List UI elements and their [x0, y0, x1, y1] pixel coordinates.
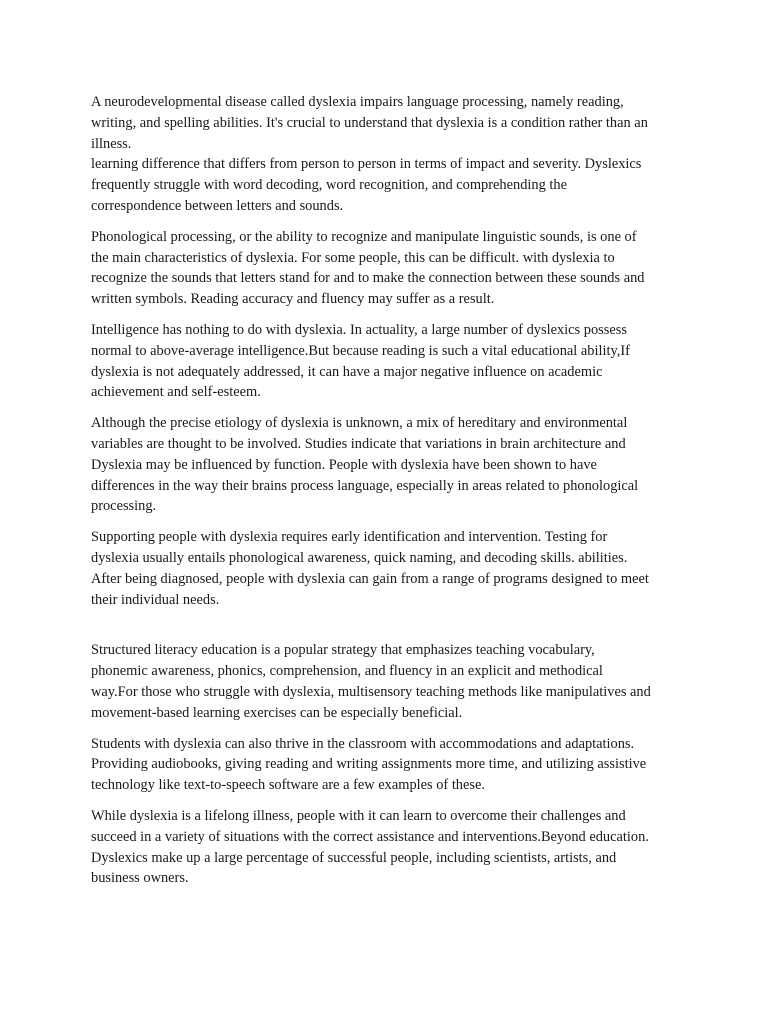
text-line: Dyslexia may be influenced by function. People with dyslexia have been shown to have	[91, 456, 597, 473]
text-line: Dyslexics make up a large percentage of successful people, including scientists, artists, and	[91, 849, 617, 866]
text-line: succeed in a variety of situations with the correct assistance and interventions.Beyond education.	[91, 828, 649, 845]
text-line: After being diagnosed, people with dyslexia can gain from a range of programs designed to meet	[91, 570, 649, 587]
text-line: learning difference that differs from person to person in terms of impact and severity. Dyslexics	[91, 156, 642, 173]
text-line: technology like text-to-speech software are a few examples of these.	[91, 777, 485, 794]
text-line: written symbols. Reading accuracy and fluency may suffer as a result.	[91, 291, 495, 308]
text-line: the main characteristics of dyslexia. For some people, this can be difficult. with dyslexia to	[91, 249, 615, 266]
text-line: processing.	[91, 498, 157, 515]
paragraph-3	[91, 320, 686, 403]
text-line: recognize the sounds that letters stand for and to make the connection between these sounds and	[91, 270, 645, 287]
text-line: phonemic awareness, phonics, comprehension, and fluency in an explicit and methodical	[91, 663, 603, 680]
text-line: Supporting people with dyslexia requires early identification and intervention. Testing for	[91, 529, 608, 546]
document-page	[91, 92, 686, 899]
text-line: their individual needs.	[91, 591, 220, 608]
text-line: dyslexia is not adequately addressed, it can have a major negative influence on academic	[91, 363, 603, 380]
text-line: way.For those who struggle with dyslexia, multisensory teaching methods like manipulatives and	[91, 683, 651, 700]
text-line: dyslexia usually entails phonological awareness, quick naming, and decoding skills. abilities.	[91, 549, 628, 566]
text-line: Phonological processing, or the ability to recognize and manipulate linguistic sounds, is one of	[91, 228, 637, 245]
text-line: Students with dyslexia can also thrive in the classroom with accommodations and adaptations.	[91, 735, 635, 752]
text-line: Providing audiobooks, giving reading and writing assignments more time, and utilizing assistive	[91, 756, 647, 773]
text-line: achievement and self-esteem.	[91, 384, 261, 401]
text-line: frequently struggle with word decoding, word recognition, and comprehending the	[91, 177, 567, 194]
text-line: illness.	[91, 135, 132, 152]
paragraph-4	[91, 413, 686, 517]
paragraph-6	[91, 640, 686, 723]
text-line: Structured literacy education is a popular strategy that emphasizes teaching vocabulary,	[91, 642, 595, 659]
text-line: While dyslexia is a lifelong illness, people with it can learn to overcome their challenges and	[91, 807, 626, 824]
paragraph-5	[91, 527, 686, 610]
paragraph-1	[91, 92, 686, 217]
text-line: Intelligence has nothing to do with dyslexia. In actuality, a large number of dyslexics possess	[91, 321, 627, 338]
text-line: correspondence between letters and sounds.	[91, 197, 344, 214]
text-line: writing, and spelling abilities. It's crucial to understand that dyslexia is a condition rather than an	[91, 114, 648, 131]
paragraph-7	[91, 734, 686, 796]
paragraph-2	[91, 227, 686, 310]
paragraph-8	[91, 806, 686, 889]
blank-line	[91, 620, 686, 640]
text-line: movement-based learning exercises can be especially beneficial.	[91, 704, 463, 721]
text-line: differences in the way their brains process language, especially in areas related to phonological	[91, 477, 639, 494]
text-line: A neurodevelopmental disease called dyslexia impairs language processing, namely reading,	[91, 94, 624, 110]
text-line: variables are thought to be involved. Studies indicate that variations in brain architecture and	[91, 435, 626, 452]
text-line: Although the precise etiology of dyslexia is unknown, a mix of hereditary and environmental	[91, 415, 628, 432]
text-line: normal to above-average intelligence.But because reading is such a vital educational ability,If	[91, 342, 630, 359]
text-line: business owners.	[91, 870, 189, 887]
